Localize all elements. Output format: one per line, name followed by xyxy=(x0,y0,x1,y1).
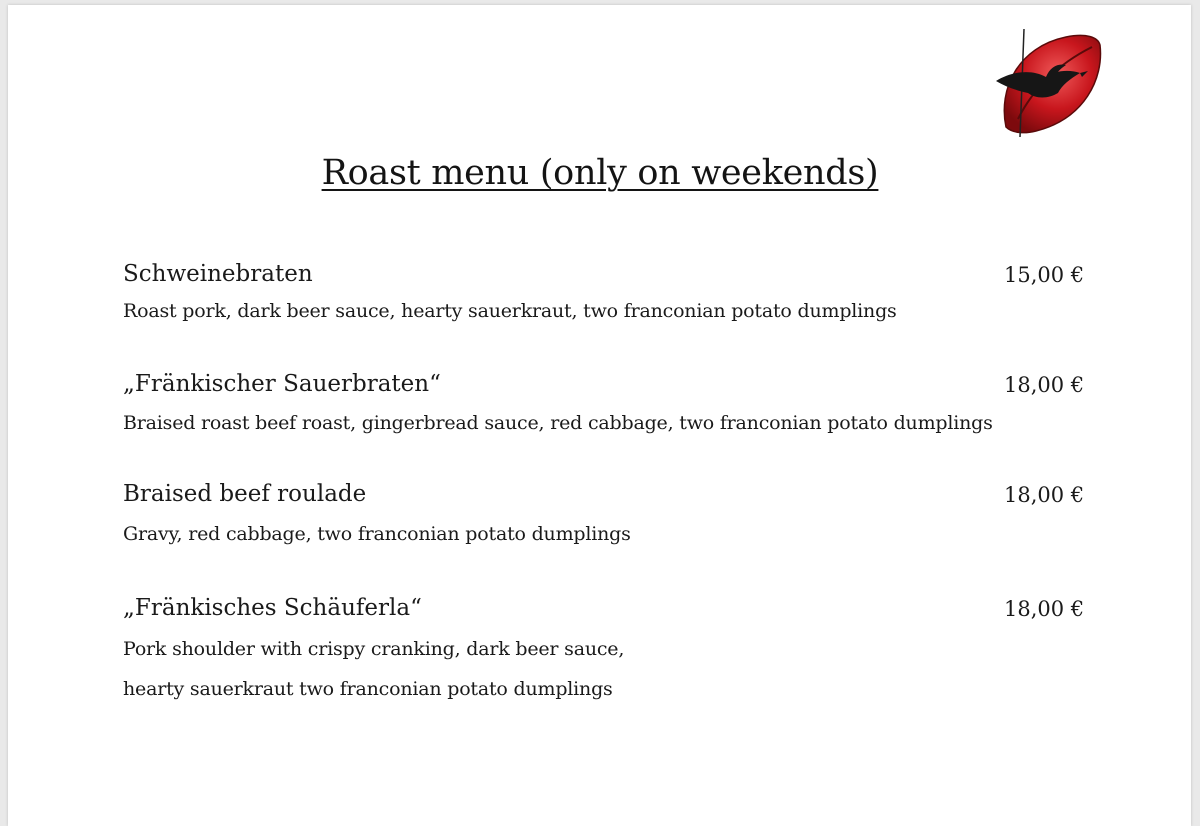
item-description: hearty sauerkraut two franconian potato dumplings xyxy=(123,678,613,700)
item-name-schweinebraten: Schweinebraten xyxy=(123,261,313,287)
item-price-beef-roulade: 18,00 € xyxy=(1004,483,1085,507)
item-description: Roast pork, dark beer sauce, hearty sauerkraut, two franconian potato dumplings xyxy=(123,300,897,322)
menu-title-text: Roast menu (only on weekends) xyxy=(321,153,879,193)
item-name-sauerbraten: „Fränkischer Sauerbraten“ xyxy=(123,371,441,397)
item-name-beef-roulade: Braised beef roulade xyxy=(123,481,367,507)
item-price-schweinebraten: 15,00 € xyxy=(1004,263,1085,287)
item-price-schaeuferla: 18,00 € xyxy=(1004,597,1085,621)
menu-title xyxy=(0,153,1200,193)
restaurant-logo-icon xyxy=(988,19,1106,143)
item-description: Pork shoulder with crispy cranking, dark beer sauce, xyxy=(123,638,625,660)
item-price-sauerbraten: 18,00 € xyxy=(1004,373,1085,397)
item-name-schaeuferla: „Fränkisches Schäuferla“ xyxy=(123,595,422,621)
item-description: Gravy, red cabbage, two franconian potato dumplings xyxy=(123,523,631,545)
menu-page xyxy=(8,5,1191,826)
item-description: Braised roast beef roast, gingerbread sauce, red cabbage, two franconian potato dumplings xyxy=(123,412,993,434)
